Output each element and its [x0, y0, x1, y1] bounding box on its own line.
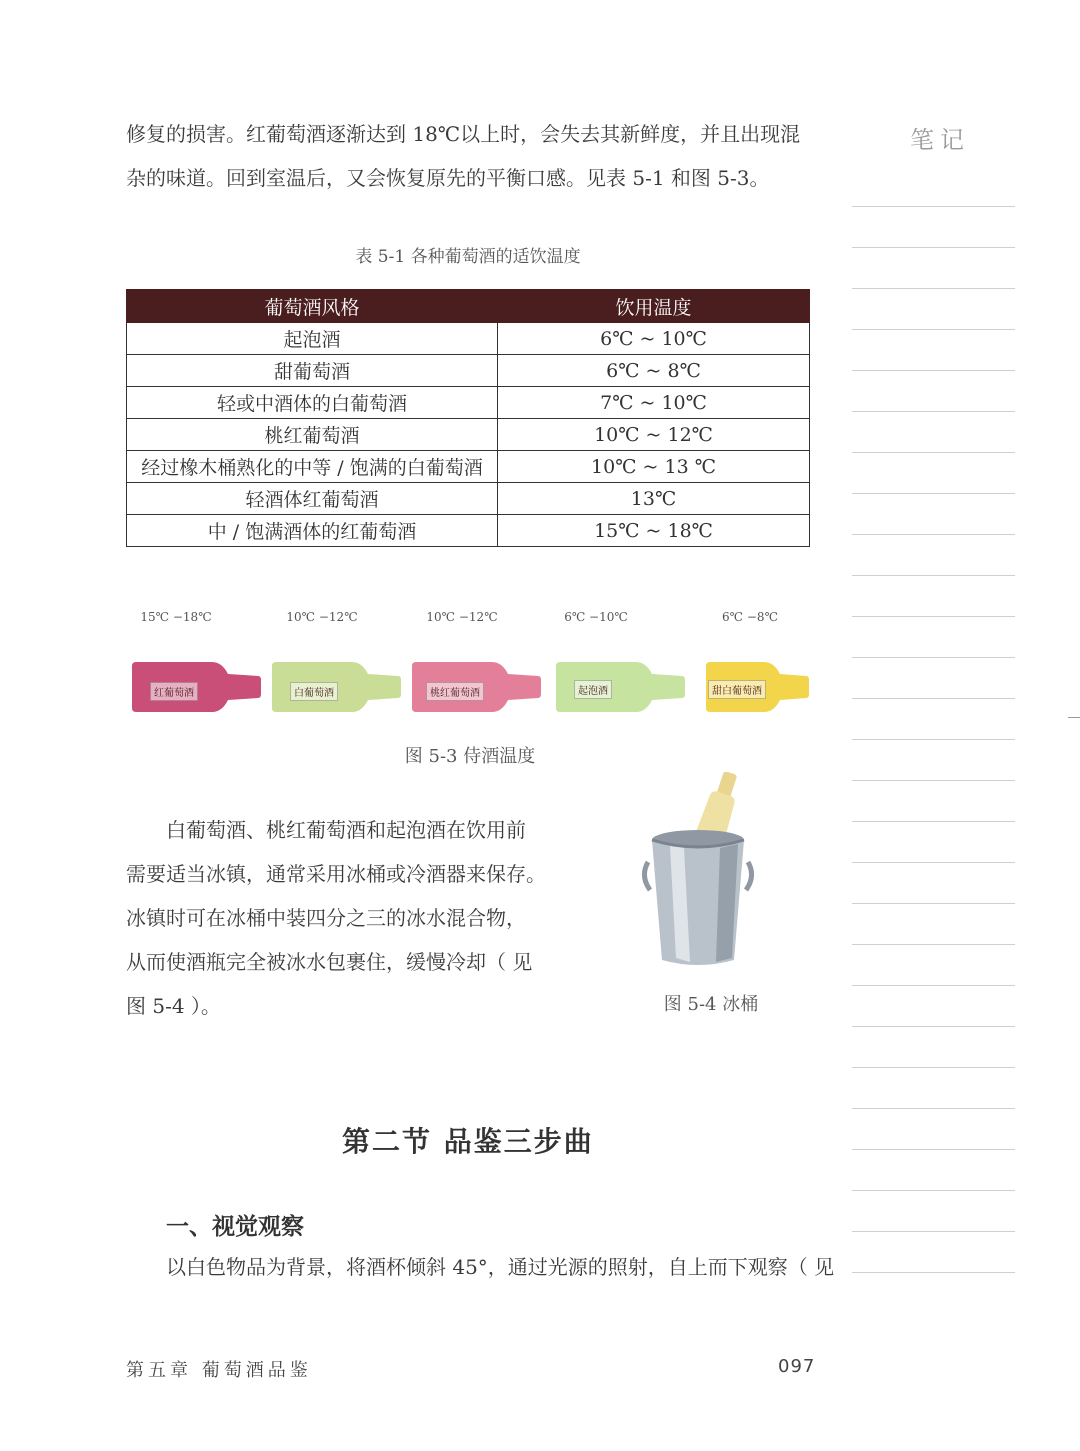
notes-rule-line — [852, 1026, 1015, 1027]
intro-line-1: 修复的损害。红葡萄酒逐渐达到 18℃以上时，会失去其新鲜度，并且出现混 — [126, 122, 801, 146]
temp-cell: 15℃ ~ 18℃ — [498, 515, 810, 547]
page-number: 097 — [778, 1356, 816, 1377]
notes-rule-line — [852, 616, 1015, 617]
style-cell: 中 / 饱满酒体的红葡萄酒 — [127, 515, 498, 547]
notes-rule-line — [852, 206, 1015, 207]
notes-rule-line — [852, 1149, 1015, 1150]
temp-cell: 6℃ ~ 8℃ — [498, 355, 810, 387]
bottle-temp-label: 6℃ −8℃ — [722, 610, 778, 624]
notes-rule-line — [852, 411, 1015, 412]
table-row — [127, 419, 810, 451]
subsection-title: 一、视觉观察 — [166, 1213, 304, 1240]
temp-cell: 7℃ ~ 10℃ — [498, 387, 810, 419]
style-cell: 轻或中酒体的白葡萄酒 — [127, 387, 498, 419]
bottle-temp-label: 10℃ −12℃ — [286, 610, 358, 624]
header-temperature: 饮用温度 — [498, 290, 810, 323]
ice-line-1: 白葡萄酒、桃红葡萄酒和起泡酒在饮用前 — [166, 818, 526, 842]
bottle-label: 白葡萄酒 — [290, 682, 338, 701]
notes-rule-line — [852, 288, 1015, 289]
table-row — [127, 323, 810, 355]
intro-line-2: 杂的味道。回到室温后，又会恢复原先的平衡口感。见表 5-1 和图 5-3。 — [126, 166, 770, 190]
bottle-temp-label: 10℃ −12℃ — [426, 610, 498, 624]
notes-rule-line — [852, 247, 1015, 248]
style-cell: 轻酒体红葡萄酒 — [127, 483, 498, 515]
notes-rule-line — [852, 862, 1015, 863]
table-row — [127, 387, 810, 419]
figure-5-4-caption: 图 5-4 冰桶 — [663, 994, 759, 1015]
notes-rule-line — [852, 452, 1015, 453]
header-style: 葡萄酒风格 — [127, 290, 498, 323]
notes-rule-line — [852, 534, 1015, 535]
notes-rule-line — [852, 657, 1015, 658]
notes-rule-line — [852, 370, 1015, 371]
table-row — [127, 515, 810, 547]
notes-rule-line — [852, 698, 1015, 699]
temp-cell: 6℃ ~ 10℃ — [498, 323, 810, 355]
chapter-footer: 第五章 葡萄酒品鉴 — [126, 1360, 312, 1381]
ice-bucket-icon — [640, 772, 770, 972]
ice-line-5: 图 5-4 ）。 — [126, 994, 221, 1018]
page-edge-mark — [1068, 717, 1080, 718]
section-title: 第二节 品鉴三步曲 — [342, 1125, 594, 1158]
sparkling-wine-bottle-icon — [552, 660, 686, 714]
notes-rule-line — [852, 493, 1015, 494]
notes-rule-line — [852, 1190, 1015, 1191]
notes-rule-line — [852, 1231, 1015, 1232]
style-cell: 经过橡木桶熟化的中等 / 饱满的白葡萄酒 — [127, 451, 498, 483]
bottle-temp-label: 15℃ −18℃ — [140, 610, 212, 624]
table-header-row — [127, 290, 810, 323]
notes-rule-line — [852, 739, 1015, 740]
notes-rule-line — [852, 1108, 1015, 1109]
bottle-label: 红葡萄酒 — [150, 682, 198, 701]
table-caption: 表 5-1 各种葡萄酒的适饮温度 — [355, 247, 581, 267]
ice-line-3: 冰镇时可在冰桶中装四分之三的冰水混合物， — [126, 906, 526, 930]
notes-rule-line — [852, 1067, 1015, 1068]
ice-line-4: 从而使酒瓶完全被冰水包裹住，缓慢冷却（ 见 — [126, 950, 533, 974]
notes-rule-line — [852, 575, 1015, 576]
bottle-label: 甜白葡萄酒 — [708, 680, 766, 699]
notes-rule-line — [852, 1272, 1015, 1273]
temp-cell: 10℃ ~ 13 ℃ — [498, 451, 810, 483]
table-row — [127, 483, 810, 515]
notes-rule-line — [852, 944, 1015, 945]
table-row — [127, 355, 810, 387]
table-row — [127, 451, 810, 483]
temperature-table — [126, 289, 810, 547]
ice-line-2: 需要适当冰镇，通常采用冰桶或冷酒器来保存。 — [126, 862, 546, 886]
style-cell: 桃红葡萄酒 — [127, 419, 498, 451]
notes-rule-line — [852, 821, 1015, 822]
style-cell: 甜葡萄酒 — [127, 355, 498, 387]
bottle-label: 起泡酒 — [574, 680, 612, 699]
notes-rule-line — [852, 903, 1015, 904]
bottle-label: 桃红葡萄酒 — [426, 682, 484, 701]
temp-cell: 10℃ ~ 12℃ — [498, 419, 810, 451]
style-cell: 起泡酒 — [127, 323, 498, 355]
notes-title: 笔记 — [910, 126, 970, 154]
notes-rule-line — [852, 329, 1015, 330]
temp-cell: 13℃ — [498, 483, 810, 515]
notes-rule-line — [852, 985, 1015, 986]
body-last-line: 以白色物品为背景，将酒杯倾斜 45°，通过光源的照射，自上而下观察（ 见 — [166, 1255, 835, 1279]
figure-5-3-caption: 图 5-3 侍酒温度 — [404, 746, 536, 767]
bottle-temp-label: 6℃ −10℃ — [564, 610, 628, 624]
notes-rule-line — [852, 780, 1015, 781]
